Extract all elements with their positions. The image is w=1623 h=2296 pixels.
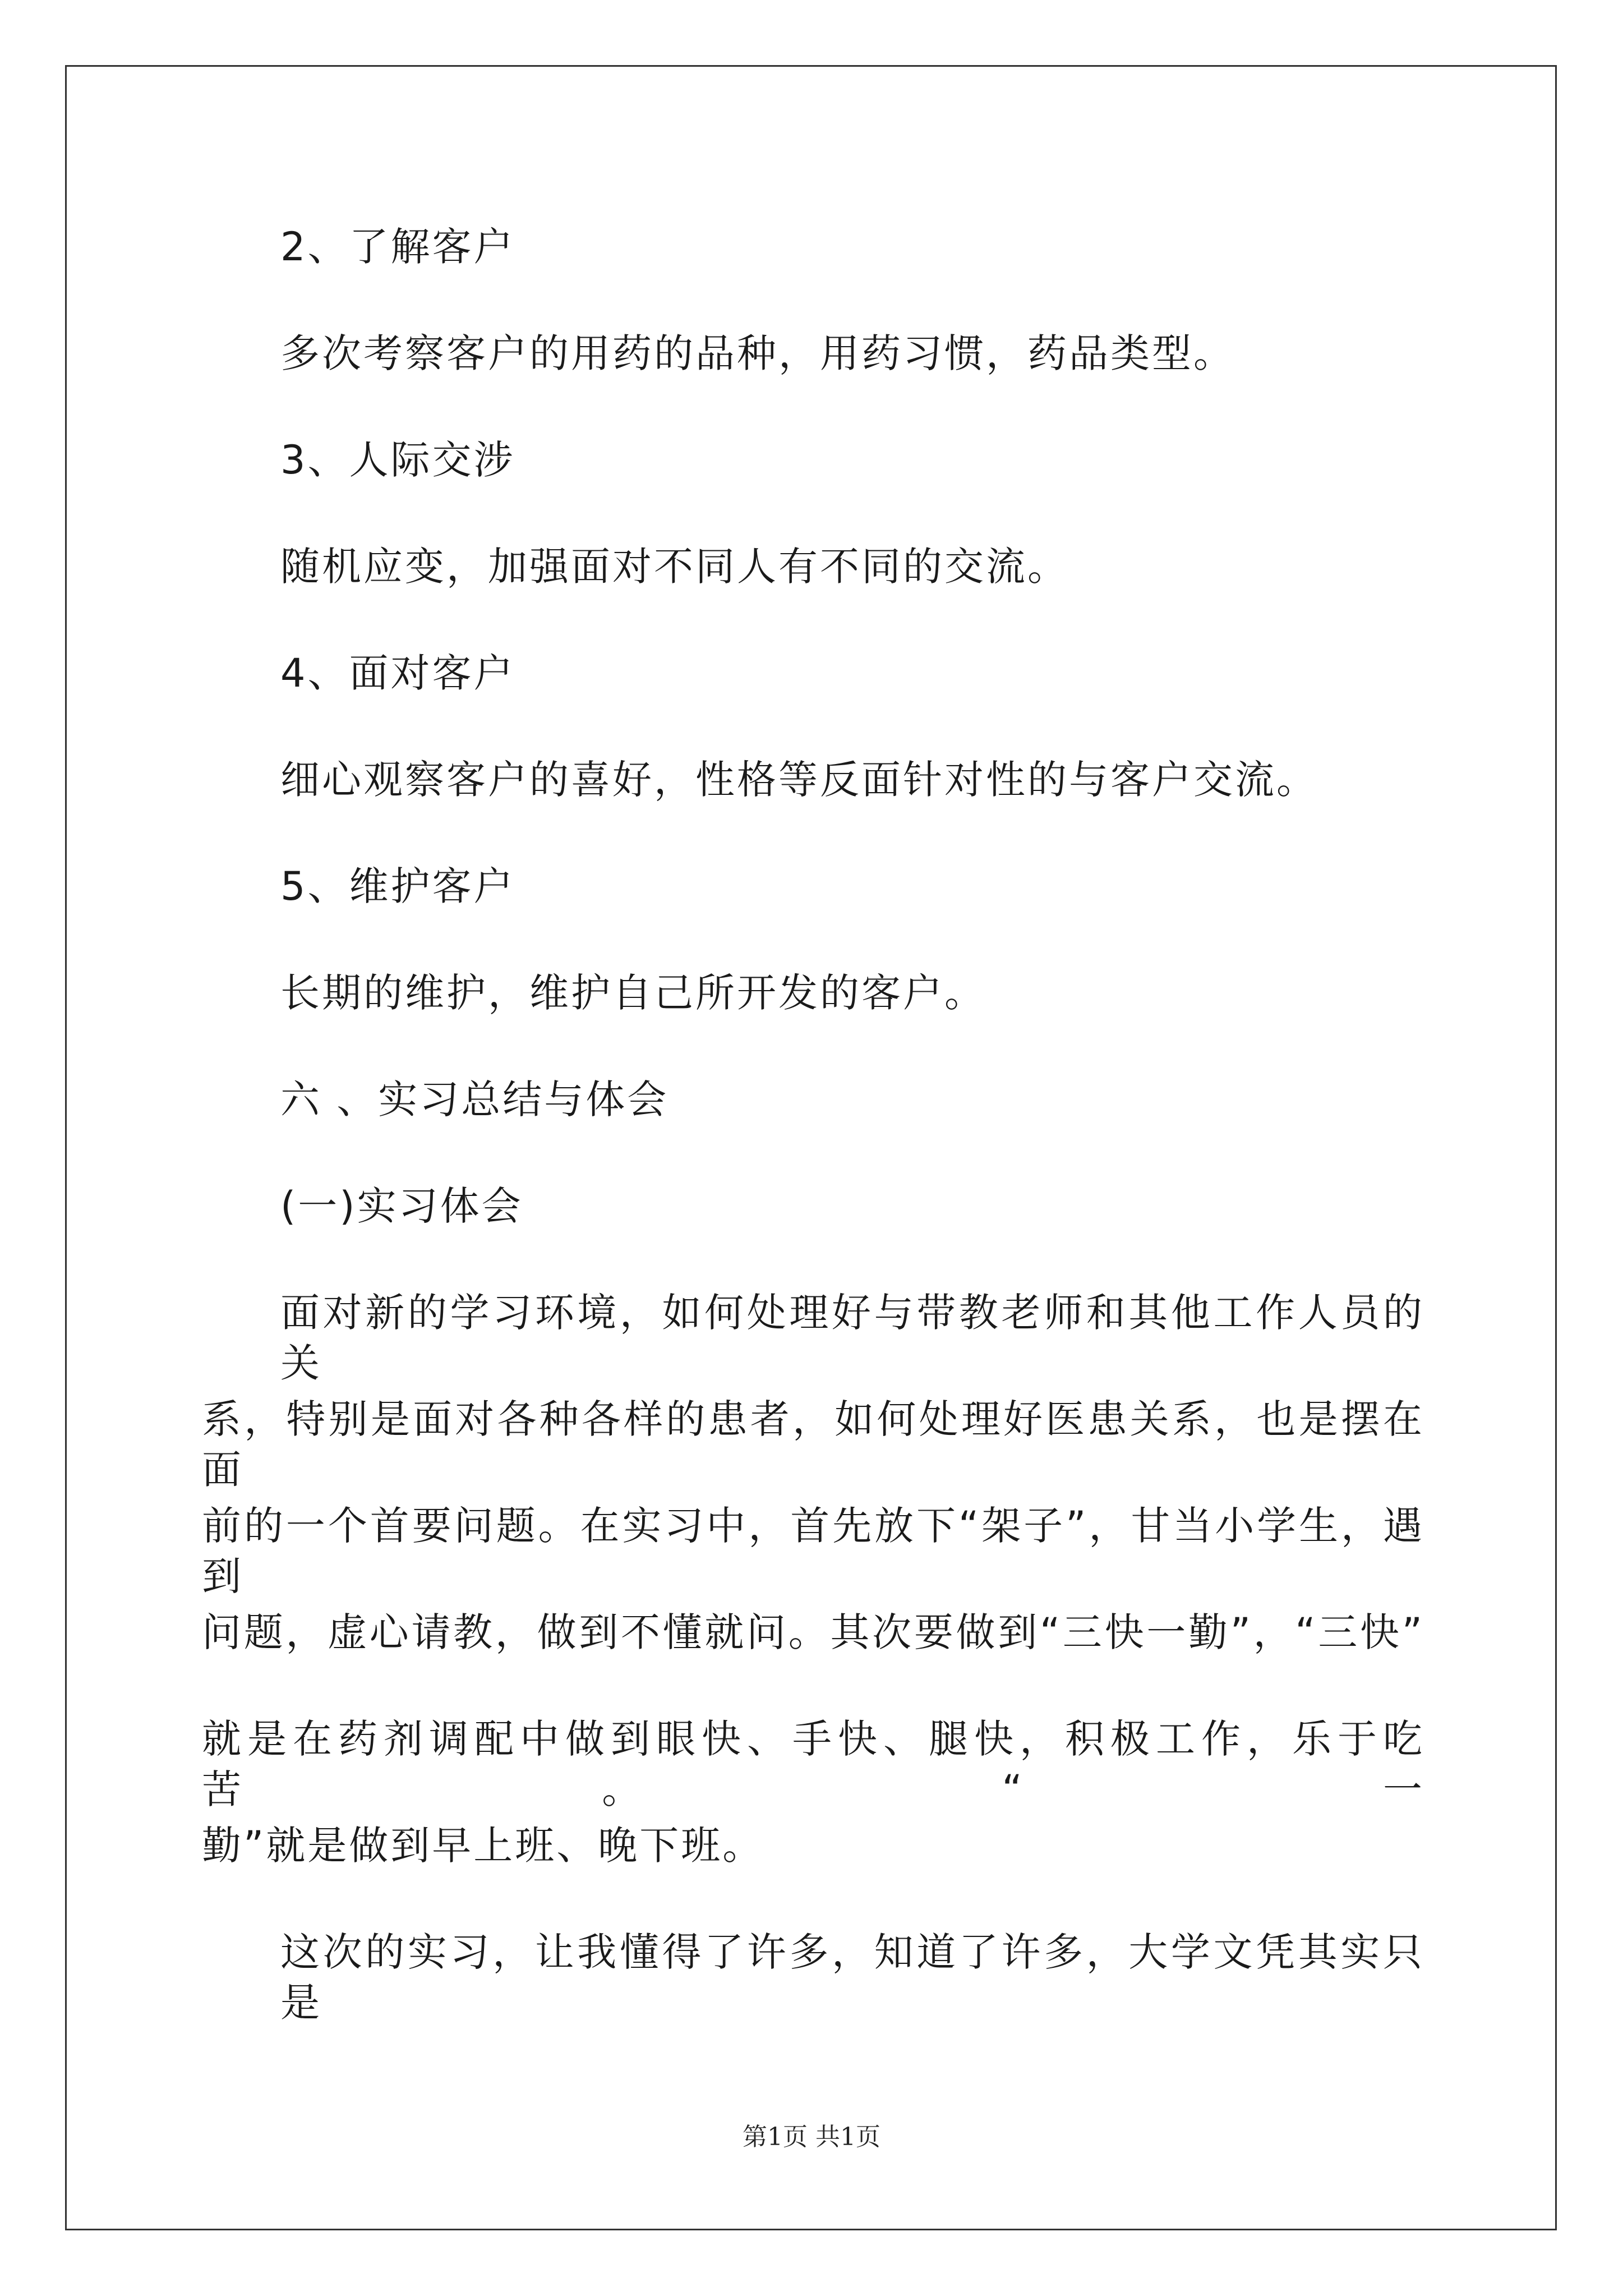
section-heading-3: 3、人际交涉 [280, 437, 515, 483]
paragraph-line: 面对新的学习环境，如何处理好与带教老师和其他工作人员的关 [280, 1290, 1424, 1386]
paragraph-line: 系，特别是面对各种各样的患者，如何处理好医患关系，也是摆在面 [202, 1396, 1424, 1493]
subsection-heading: (一)实习体会 [280, 1183, 523, 1229]
section-heading-5: 5、维护客户 [280, 863, 515, 909]
paragraph-line: 随机应变，加强面对不同人有不同的交流。 [280, 544, 1069, 590]
paragraph-line: 多次考察客户的用药的品种，用药习惯，药品类型。 [280, 330, 1235, 376]
page-border [65, 65, 1557, 2230]
paragraph-line: 细心观察客户的喜好，性格等反面针对性的与客户交流。 [280, 757, 1318, 803]
paragraph-line: 前的一个首要问题。在实习中，首先放下“架子”，甘当小学生，遇到 [202, 1503, 1424, 1599]
section-heading-4: 4、面对客户 [280, 650, 515, 696]
chapter-heading: 六 、实习总结与体会 [280, 1076, 669, 1122]
page-footer: 第1页 共1页 [743, 2123, 880, 2151]
paragraph-line: 勤”就是做到早上班、晚下班。 [202, 1823, 764, 1869]
paragraph-line: 就是在药剂调配中做到眼快、手快、腿快，积极工作，乐于吃苦。“一 [202, 1716, 1424, 1812]
section-heading-2: 2、了解客户 [280, 224, 515, 270]
paragraph-line: 问题，虚心请教，做到不懂就问。其次要做到“三快一勤”，“三快” [202, 1609, 1424, 1655]
paragraph-line: 这次的实习，让我懂得了许多，知道了许多，大学文凭其实只是 [280, 1929, 1424, 2026]
paragraph-line: 长期的维护，维护自己所开发的客户。 [280, 970, 986, 1016]
